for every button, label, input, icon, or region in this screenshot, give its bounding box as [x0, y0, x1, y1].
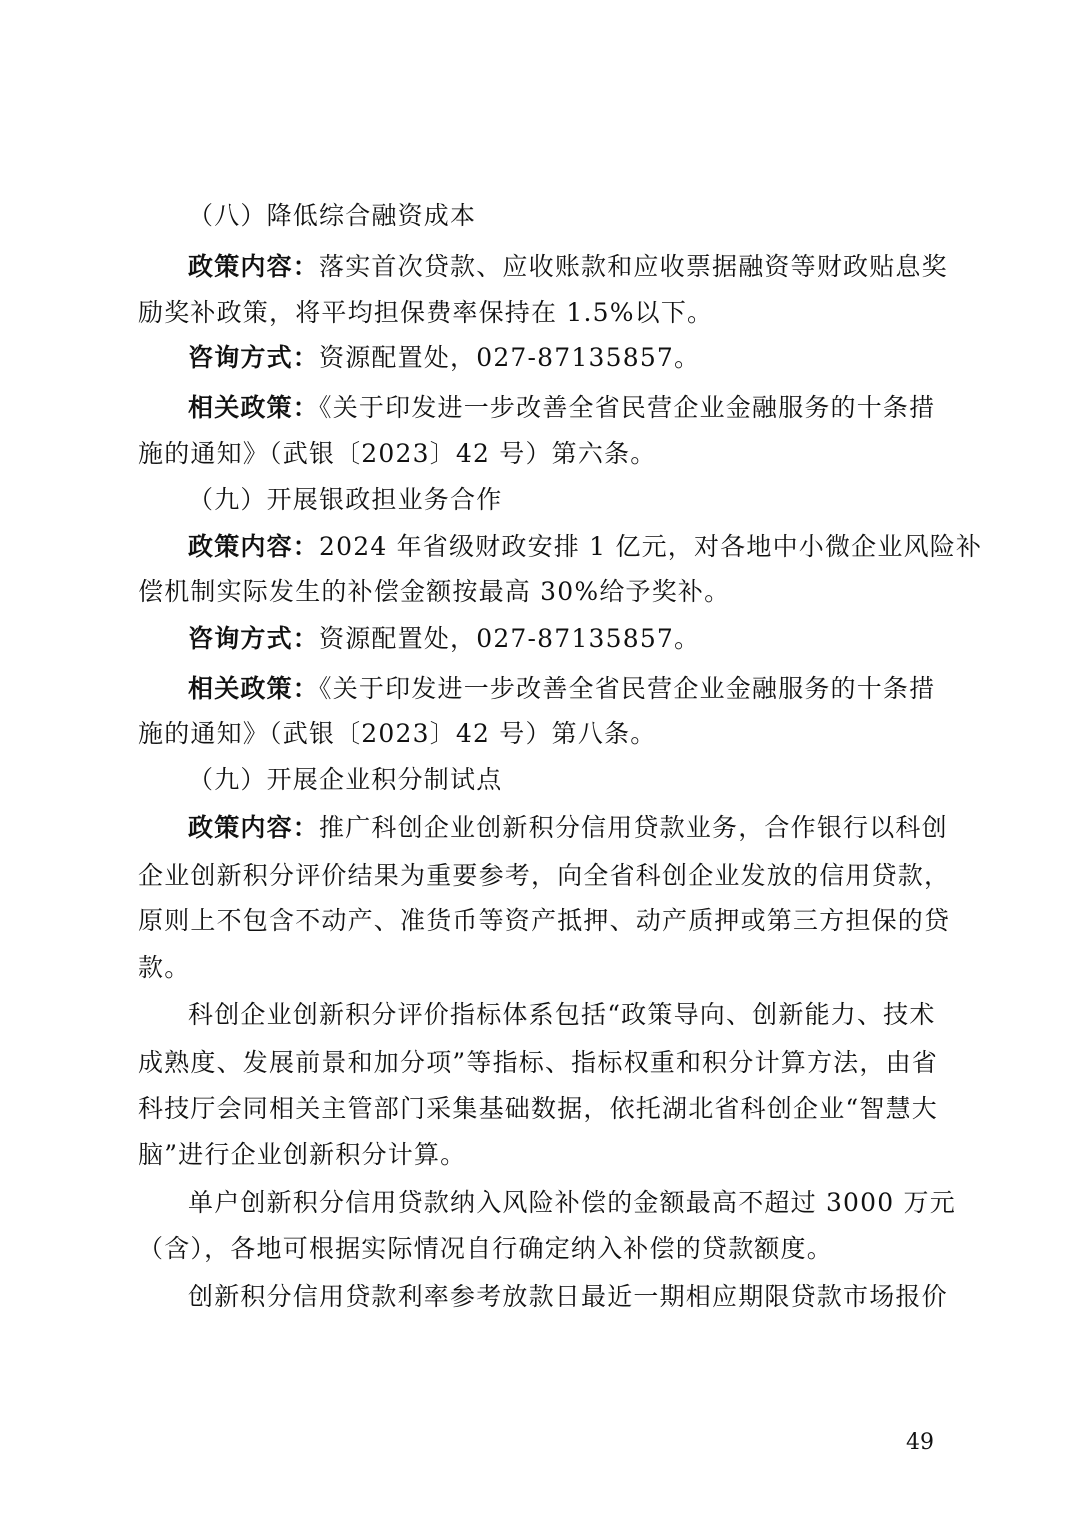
policy-text-line: 企业创新积分评价结果为重要参考，向全省科创企业发放的信用贷款， [138, 861, 951, 890]
related-label: 相关政策： [188, 393, 320, 422]
contact-label: 咨询方式： [188, 343, 320, 372]
policy-label: 政策内容： [188, 532, 320, 561]
paragraph-line: （含），各地可根据实际情况自行确定纳入补偿的贷款额度。 [138, 1234, 833, 1263]
paragraph-line: 科创企业创新积分评价指标体系包括“政策导向、创新能力、技术 [188, 1000, 936, 1029]
contact-text: 资源配置处，027-87135857。 [319, 343, 701, 372]
policy-text: 2024 年省级财政安排 1 亿元，对各地中小微企业风险补 [319, 532, 983, 561]
paragraph-line: 科技厅会同相关主管部门采集基础数据，依托湖北省科创企业“智慧大 [138, 1094, 938, 1123]
paragraph-line: 成熟度、发展前景和加分项”等指标、指标权重和积分计算方法，由省 [138, 1048, 938, 1077]
related-policy-line [188, 393, 988, 423]
contact-line [188, 624, 988, 654]
policy-text: 推广科创企业创新积分信用贷款业务，合作银行以科创 [319, 813, 948, 842]
policy-label: 政策内容： [188, 252, 320, 281]
related-label: 相关政策： [188, 674, 320, 703]
related-policy-line [188, 674, 988, 704]
related-text-line: 施的通知》（武银〔2023〕42 号）第六条。 [138, 439, 657, 468]
policy-text-line: 原则上不包含不动产、准货币等资产抵押、动产质押或第三方担保的贷 [138, 906, 951, 935]
policy-text-line: 款。 [138, 953, 191, 982]
related-text: 《关于印发进一步改善全省民营企业金融服务的十条措 [319, 393, 936, 422]
policy-text-line: 励奖补政策，将平均担保费率保持在 1.5%以下。 [138, 298, 714, 327]
related-text-line: 施的通知》（武银〔2023〕42 号）第八条。 [138, 719, 657, 748]
section-heading: （九）开展企业积分制试点 [188, 765, 503, 794]
paragraph-line: 单户创新积分信用贷款纳入风险补偿的金额最高不超过 3000 万元 [188, 1188, 956, 1217]
policy-text-line: 偿机制实际发生的补偿金额按最高 30%给予奖补。 [138, 577, 731, 606]
contact-label: 咨询方式： [188, 624, 320, 653]
policy-content-line [188, 252, 988, 282]
policy-text: 落实首次贷款、应收账款和应收票据融资等财政贴息奖 [319, 252, 948, 281]
page-number: 49 [906, 1430, 934, 1455]
policy-content-line [188, 813, 988, 843]
contact-line [188, 343, 988, 373]
section-heading: （八）降低综合融资成本 [188, 201, 477, 230]
contact-text: 资源配置处，027-87135857。 [319, 624, 701, 653]
section-heading: （九）开展银政担业务合作 [188, 485, 503, 514]
policy-content-line [188, 532, 988, 562]
paragraph-line: 创新积分信用贷款利率参考放款日最近一期相应期限贷款市场报价 [188, 1282, 948, 1311]
paragraph-line: 脑”进行企业创新积分计算。 [138, 1140, 467, 1169]
policy-label: 政策内容： [188, 813, 320, 842]
related-text: 《关于印发进一步改善全省民营企业金融服务的十条措 [319, 674, 936, 703]
